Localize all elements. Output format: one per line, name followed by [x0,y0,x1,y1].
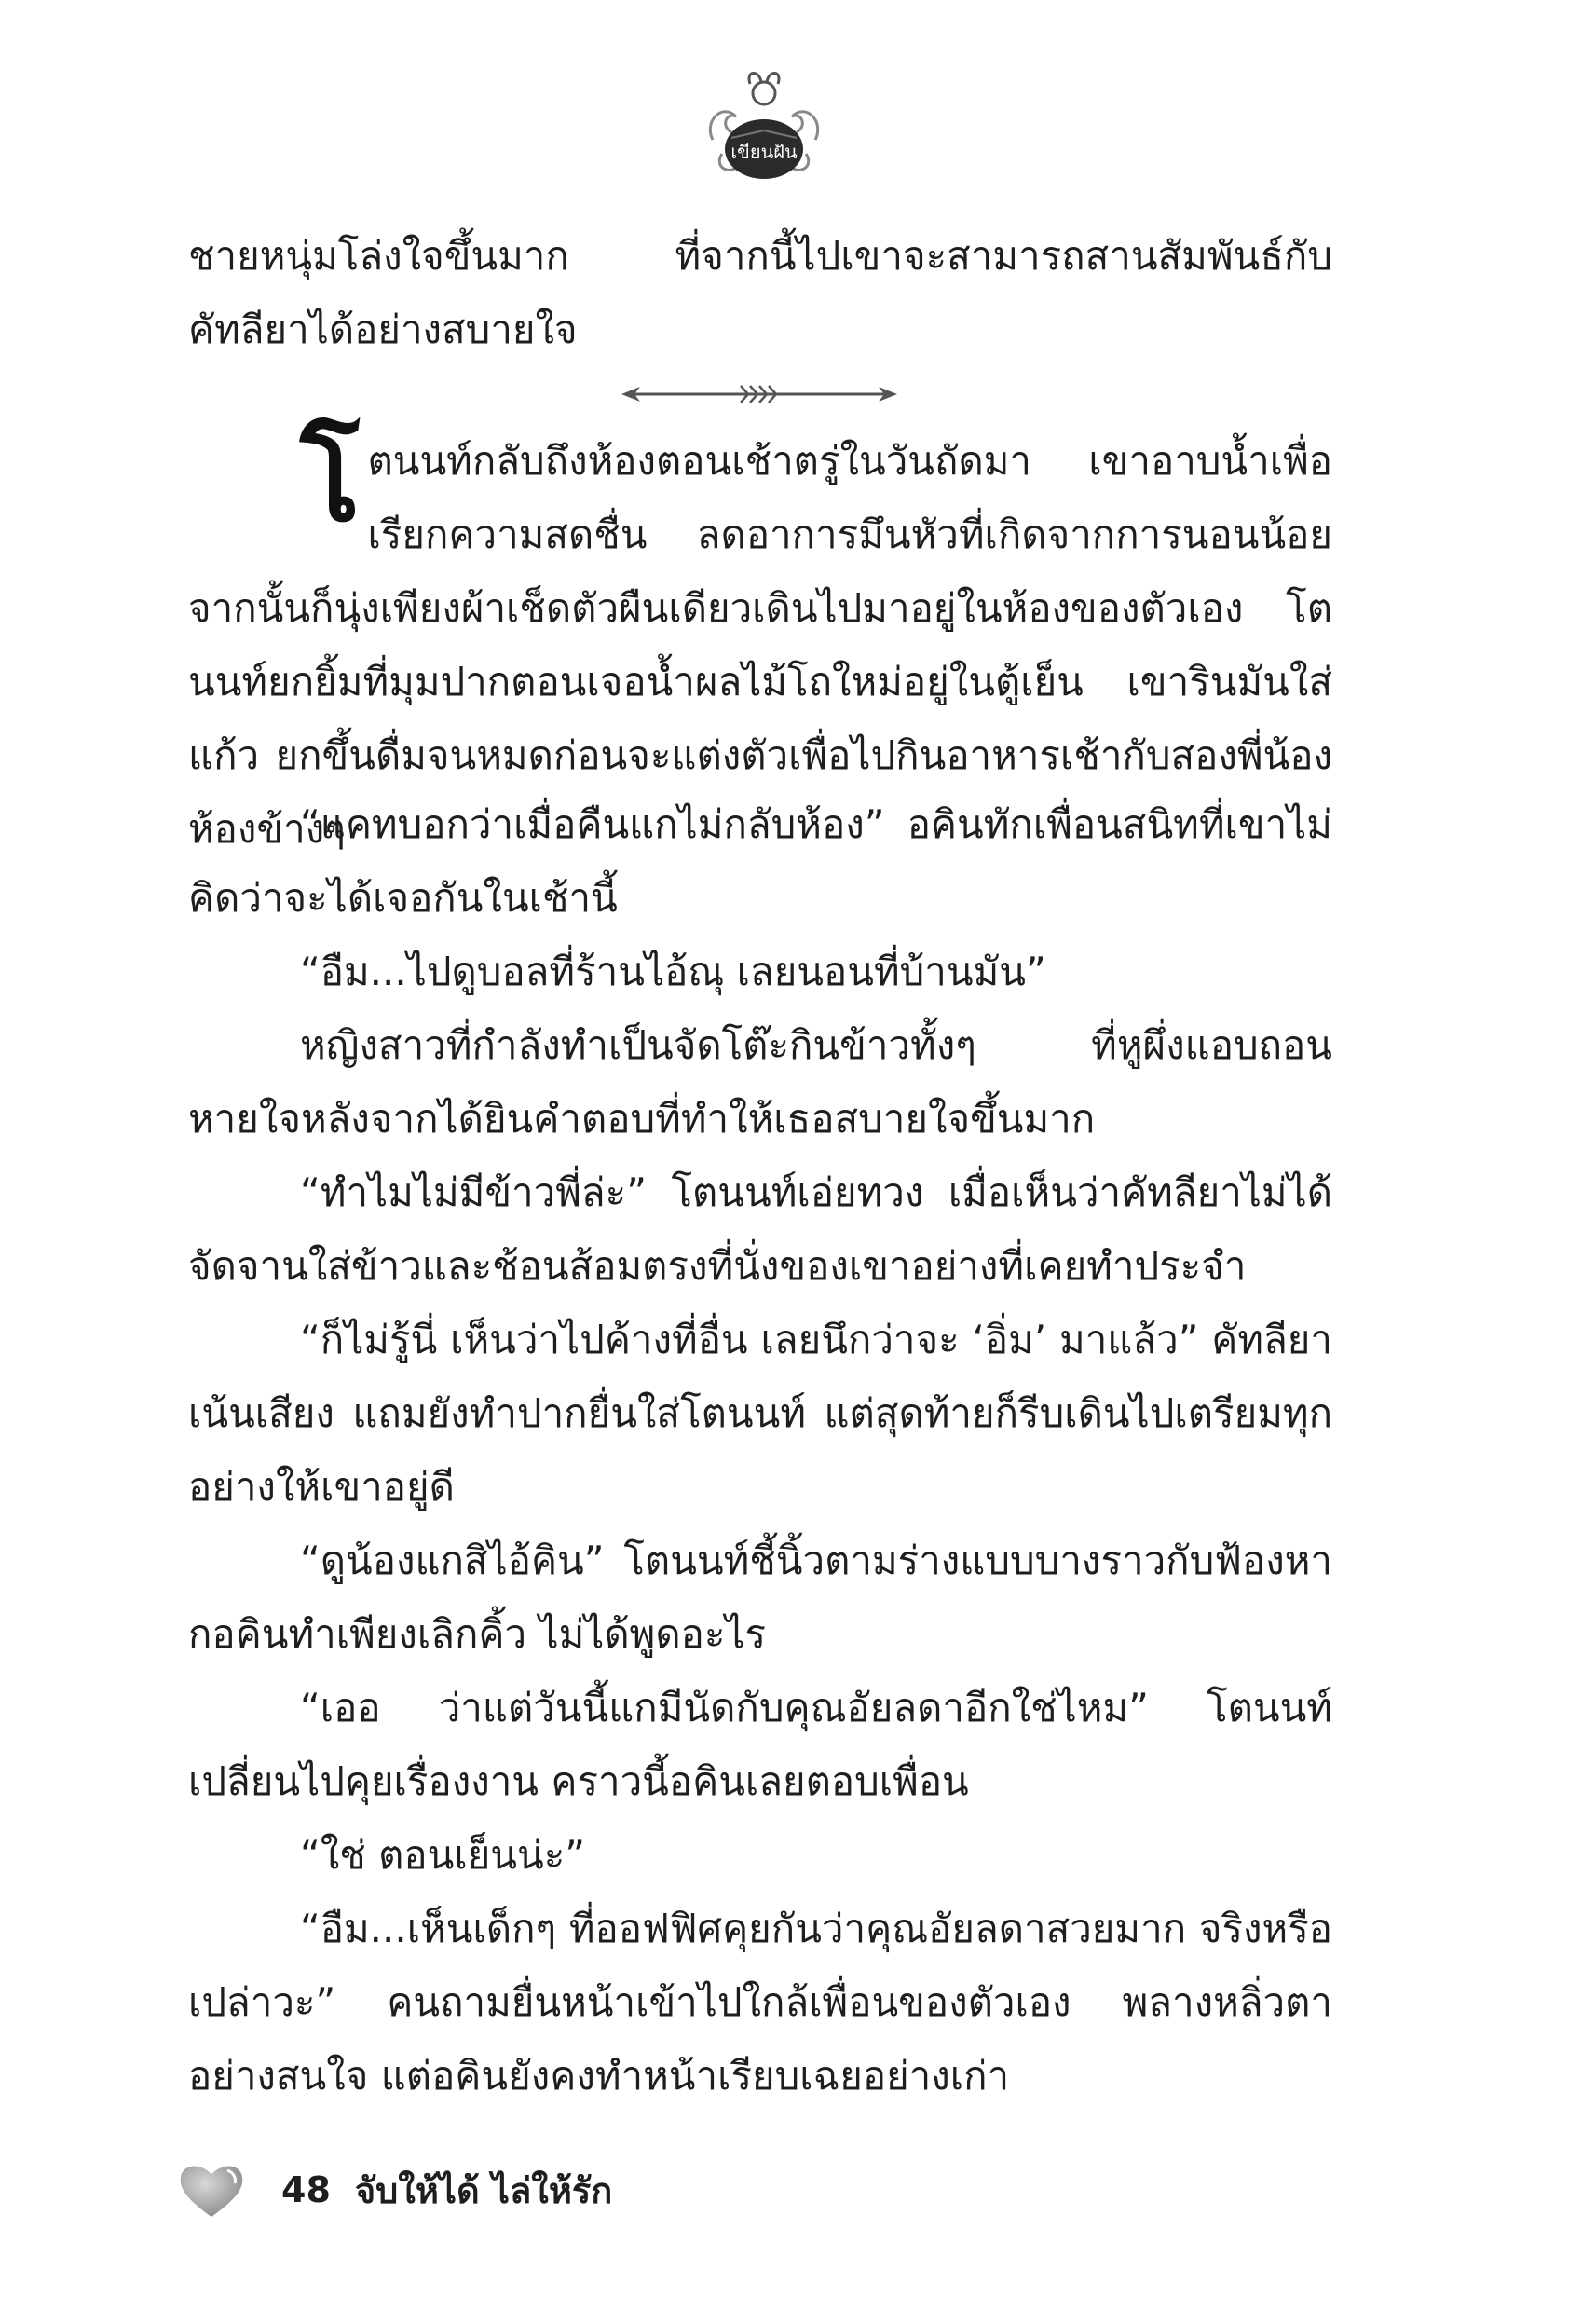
emblem-icon [694,65,834,186]
drop-cap: โ [300,416,361,547]
paragraph: “ดูน้องแกสิไอ้คิน” โตนนท์ชี้นิ้วตามร่างแบบบางราวกับฟ้องหากอคินทำเพียงเลิกคิ้ว ไม่ได้พูดอะไร [188,1538,1332,1657]
paragraph: “อืม...เห็นเด็กๆ ที่ออฟฟิศคุยกันว่าคุณอัยลดาสวยมาก จริงหรือเปล่าวะ” คนถามยื่นหน้าเข้าไปใกล้เพื่อนของตัวเอง พลางหลิ่วตาอย่างสนใจ แต่อคินยังคงทำหน้าเรียบเฉยอย่างเก่า [188,1906,1332,2099]
divider-ornament-icon [620,380,899,408]
paragraph: หญิงสาวที่กำลังทำเป็นจัดโต๊ะกินข้าวทั้งๆ ที่หูผึ่งแอบถอนหายใจหลังจากได้ยินคำตอบที่ทำให้เธอสบายใจขึ้นมาก [188,1022,1332,1142]
page-footer [179,2153,612,2227]
dialogue-paragraphs [188,787,1332,2113]
paragraph: “ก็ไม่รู้นี่ เห็นว่าไปค้างที่อื่น เลยนึกว่าจะ ‘อิ่ม’ มาแล้ว” คัทลียาเน้นเสียง แถมยังทำปากยื่นใส่โตนนท์ แต่สุดท้ายก็รีบเดินไปเตรียมทุกอย่างให้เขาอยู่ดี [188,1317,1332,1510]
paragraph: “เออ ว่าแต่วันนี้แกมีนัดกับคุณอัยลดาอีกใช่ไหม” โตนนท์เปลี่ยนไปคุยเรื่องงาน คราวนี้อคินเลยตอบเพื่อน [188,1685,1332,1804]
emblem-graphic [694,65,834,186]
paragraph-continued: ชายหนุ่มโล่งใจขึ้นมาก ที่จากนี้ไปเขาจะสามารถสานสัมพันธ์กับคัทลียาได้อย่างสบายใจ [188,233,1332,352]
book-title: จับให้ได้ ไล่ให้รัก [354,2169,613,2211]
paragraph: “แคทบอกว่าเมื่อคืนแกไม่กลับห้อง” อคินทักเพื่อนสนิทที่เขาไม่คิดว่าจะได้เจอกันในเช้านี้ [188,801,1332,921]
page-number: 48 [281,2169,331,2210]
paragraph: “ใช่ ตอนเย็นน่ะ” [300,1832,586,1878]
paragraph: “ทำไมไม่มีข้าวพี่ล่ะ” โตนนท์เอ่ยทวง เมื่อเห็นว่าคัทลียาไม่ได้จัดจานใส่ข้าวและช้อนส้อมตรงที่นั่งของเขาอย่างที่เคยทำประจำ [188,1169,1332,1289]
heart-icon [179,2161,244,2219]
top-paragraphs [188,219,1332,366]
emblem-text: เขียนฝัน [730,141,798,163]
opening-paragraph-text: ตนนท์กลับถึงห้องตอนเช้าตรู่ในวันถัดมา เขาอาบน้ำเพื่อเรียกความสดชื่น ลดอาการมึนหัวที่เกิดจากการนอนน้อย จากนั้นก็นุ่งเพียงผ้าเช็ดตัวผืนเดียวเดินไปมาอยู่ในห้องของตัวเอง โตนนท์ยกยิ้มที่มุมปากตอนเจอน้ำผลไม้โถใหม่อยู่ในตู้เย็น เขารินมันใส่แก้ว ยกขึ้นดื่มจนหมดก่อนจะแต่งตัวเพื่อไปกินอาหารเช้ากับสองพี่น้องห้องข้างๆ [188,438,1332,852]
paragraph: “อืม...ไปดูบอลที่ร้านไอ้ณุ เลยนอนที่บ้านมัน” [300,949,1046,994]
